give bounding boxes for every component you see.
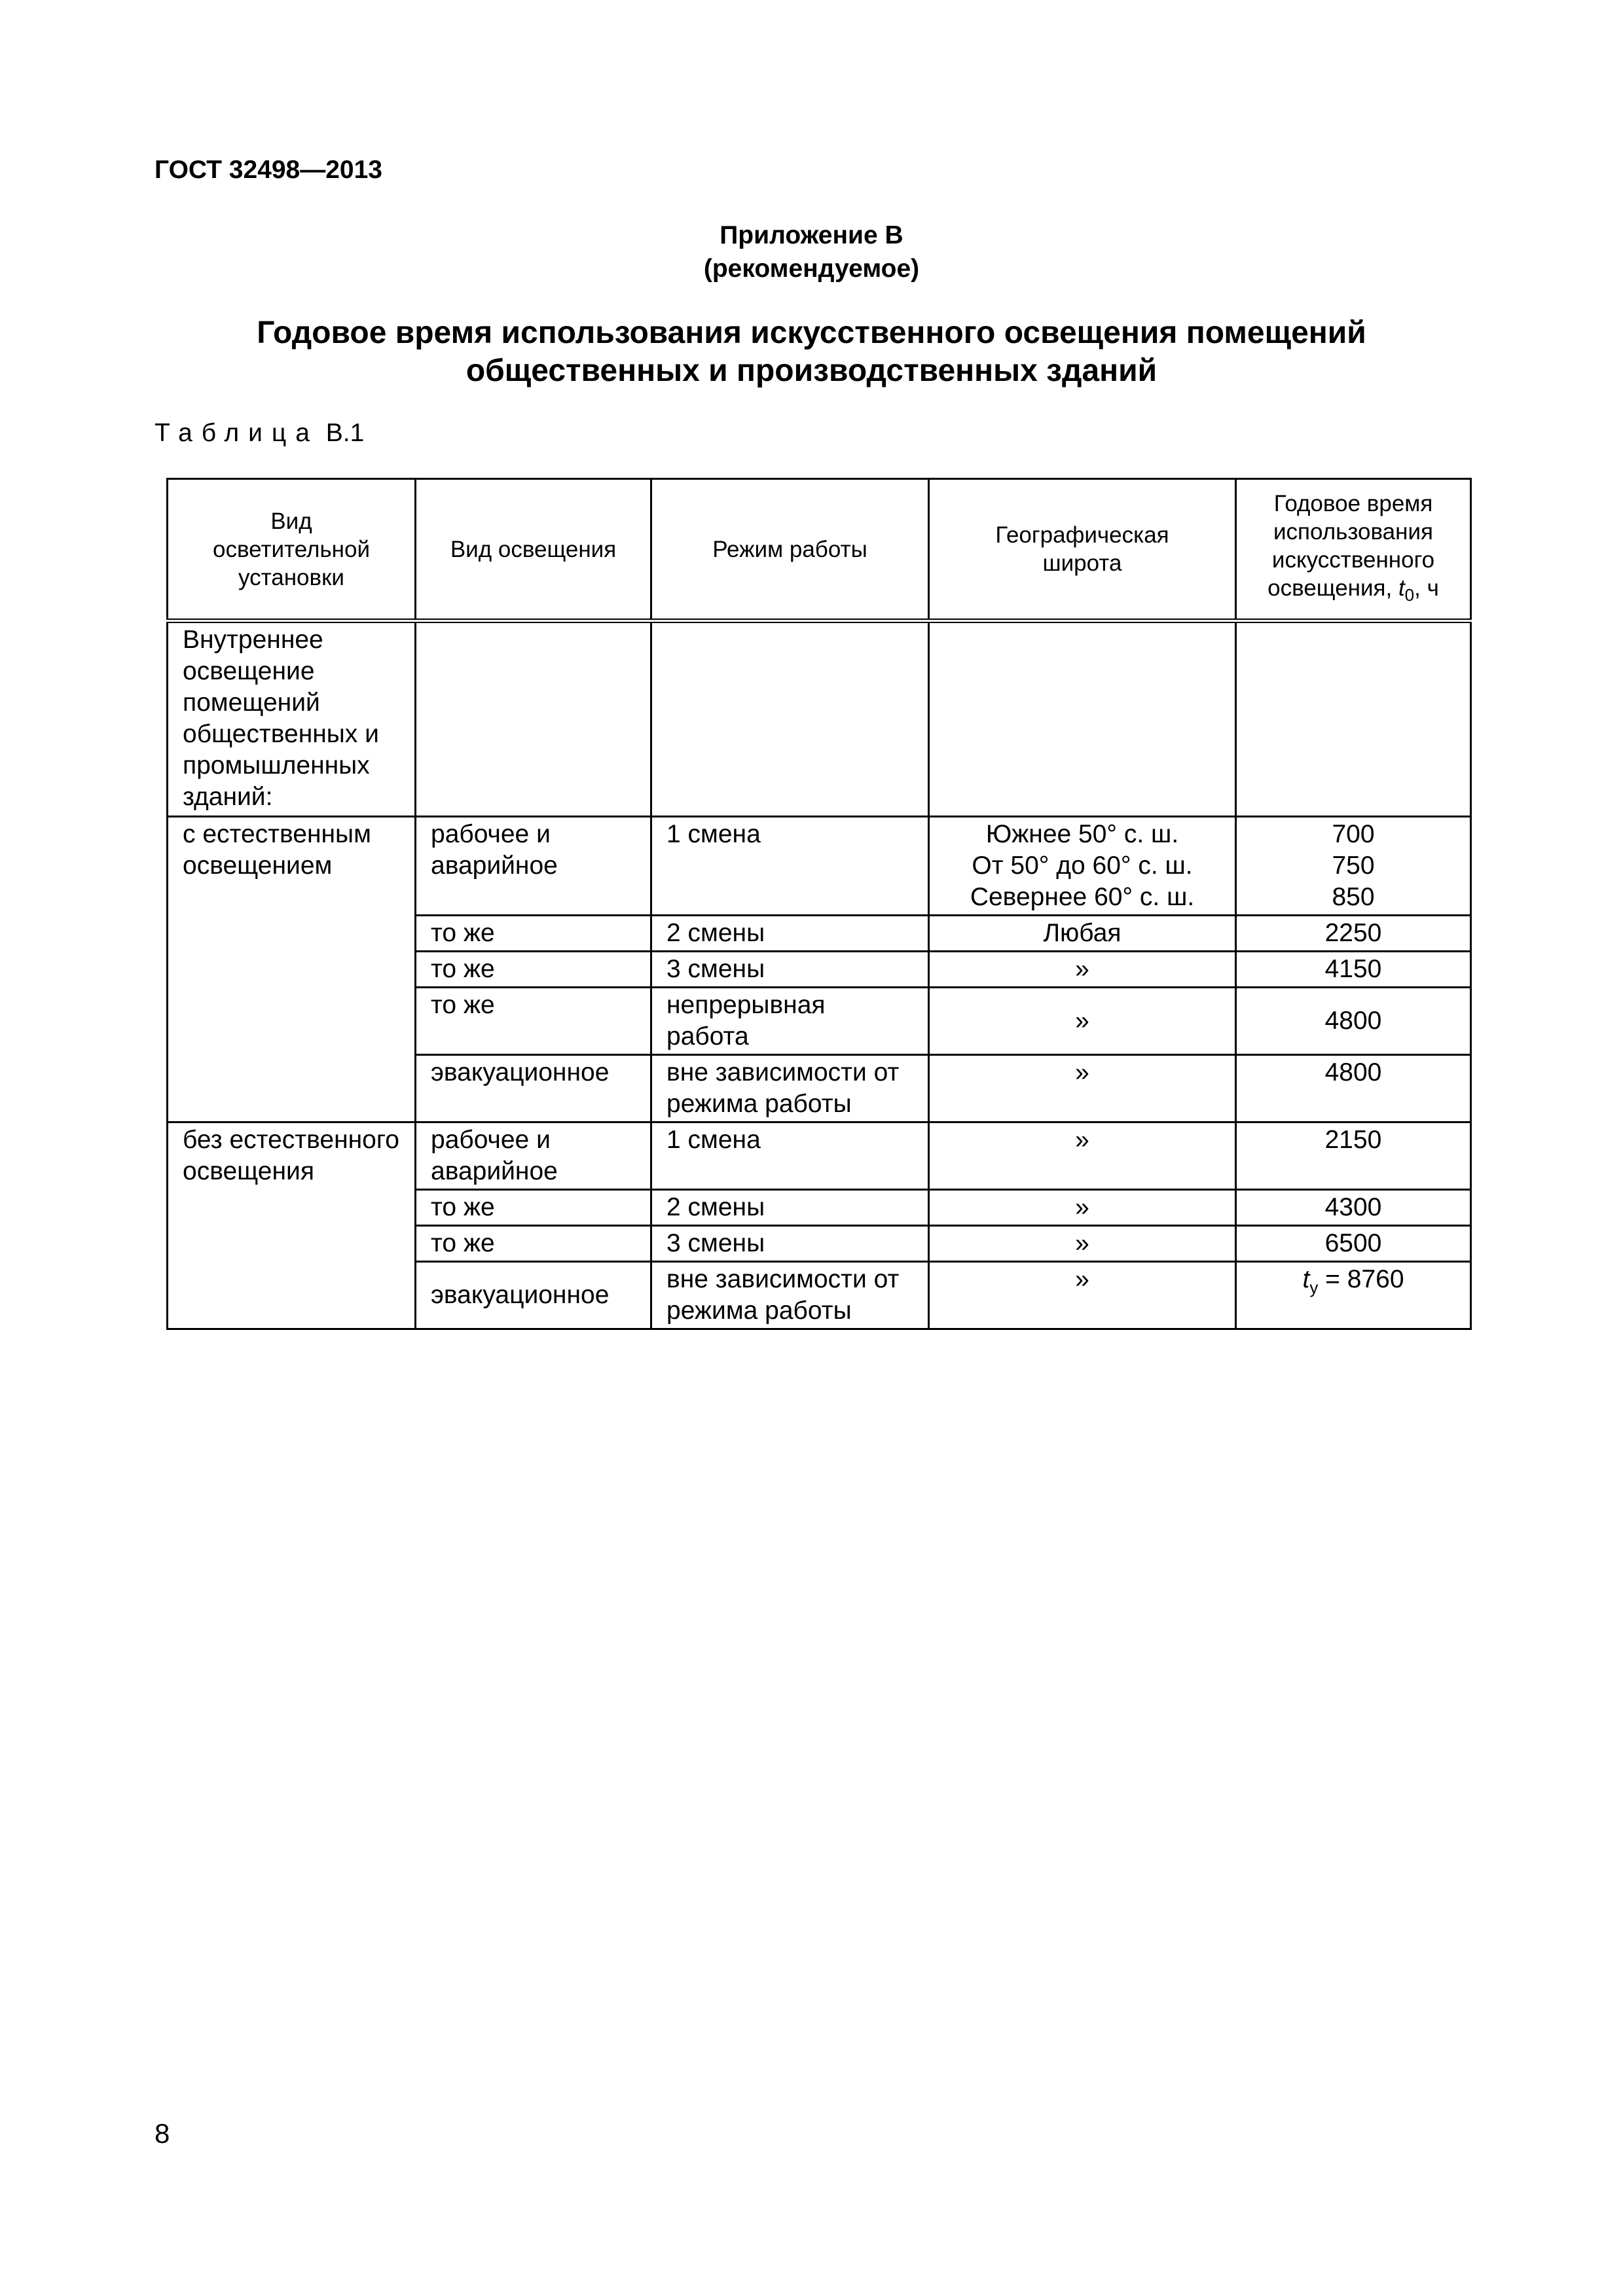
work-mode-cell: 3 смены (651, 952, 929, 988)
latitude-cell: » (929, 952, 1236, 988)
time-cell: 2250 (1236, 916, 1471, 952)
header-annual-time: Годовое время использования искусственного освещения, $t_0$, ч (1236, 479, 1471, 621)
table-header-row (168, 479, 1471, 621)
work-mode-cell: вне зависимости от режима работы (651, 1055, 929, 1122)
latitude-cell: » (929, 1122, 1236, 1190)
lighting-type-cell: эвакуационное (416, 1262, 651, 1329)
appendix-heading (0, 219, 1623, 285)
page-number: 8 (155, 2118, 170, 2149)
time-cell: 700 750 850 (1236, 817, 1471, 916)
table-label-number: В.1 (325, 419, 365, 447)
time-cell: 2150 (1236, 1122, 1471, 1190)
latitude-cell: » (929, 1262, 1236, 1329)
time-cell: 4800 (1236, 988, 1471, 1055)
lighting-type-cell: эвакуационное (416, 1055, 651, 1122)
section-row (168, 621, 1471, 817)
time-cell: 4800 (1236, 1055, 1471, 1122)
time-cell: 6500 (1236, 1226, 1471, 1262)
header-latitude: Географическая широта (929, 479, 1236, 621)
lighting-type-cell: то же (416, 916, 651, 952)
table-label (155, 419, 364, 448)
table-row (168, 817, 1471, 916)
appendix-status: (рекомендуемое) (703, 255, 920, 283)
latitude-cell: » (929, 1190, 1236, 1226)
work-mode-cell: непрерывная работа (651, 988, 929, 1055)
work-mode-cell: 1 смена (651, 1122, 929, 1190)
appendix-label: Приложение В (720, 221, 903, 249)
latitude-cell: Южнее 50° с. ш. От 50° до 60° с. ш. Севернее 60° с. ш. (929, 817, 1236, 916)
latitude-cell: Любая (929, 916, 1236, 952)
header-work-mode: Режим работы (651, 479, 929, 621)
section-cell: Внутреннее освещение помещений общественных и промышленных зданий: (168, 621, 416, 817)
standard-number: ГОСТ 32498—2013 (155, 156, 382, 184)
time-cell: 4150 (1236, 952, 1471, 988)
latitude-cell: » (929, 1226, 1236, 1262)
lighting-type-cell: то же (416, 1190, 651, 1226)
work-mode-cell: вне зависимости от режима работы (651, 1262, 929, 1329)
lighting-type-cell: рабочее и аварийное (416, 1122, 651, 1190)
latitude-cell: » (929, 988, 1236, 1055)
table-label-word: Таблица (155, 419, 319, 447)
lighting-type-cell: рабочее и аварийное (416, 817, 651, 916)
header-lighting-type: Вид освещения (416, 479, 651, 621)
work-mode-cell: 1 смена (651, 817, 929, 916)
group-name: с естественным освещением (168, 817, 416, 1122)
lighting-type-cell: то же (416, 1226, 651, 1262)
work-mode-cell: 2 смены (651, 1190, 929, 1226)
time-cell: 4300 (1236, 1190, 1471, 1226)
title-line-2: общественных и производственных зданий (465, 353, 1158, 388)
group-name: без естественного освещения (168, 1122, 416, 1329)
title-line-1: Годовое время использования искусственного освещения помещений (257, 315, 1366, 350)
work-mode-cell: 2 смены (651, 916, 929, 952)
latitude-cell: » (929, 1055, 1236, 1122)
time-cell: $t_у = 8760$ (1236, 1262, 1471, 1329)
header-installation-type: Вид осветительной установки (168, 479, 416, 621)
lighting-time-table (166, 478, 1472, 1330)
table-row (168, 1122, 1471, 1190)
lighting-type-cell: то же (416, 952, 651, 988)
page-title (0, 314, 1623, 390)
lighting-type-cell: то же (416, 988, 651, 1055)
work-mode-cell: 3 смены (651, 1226, 929, 1262)
